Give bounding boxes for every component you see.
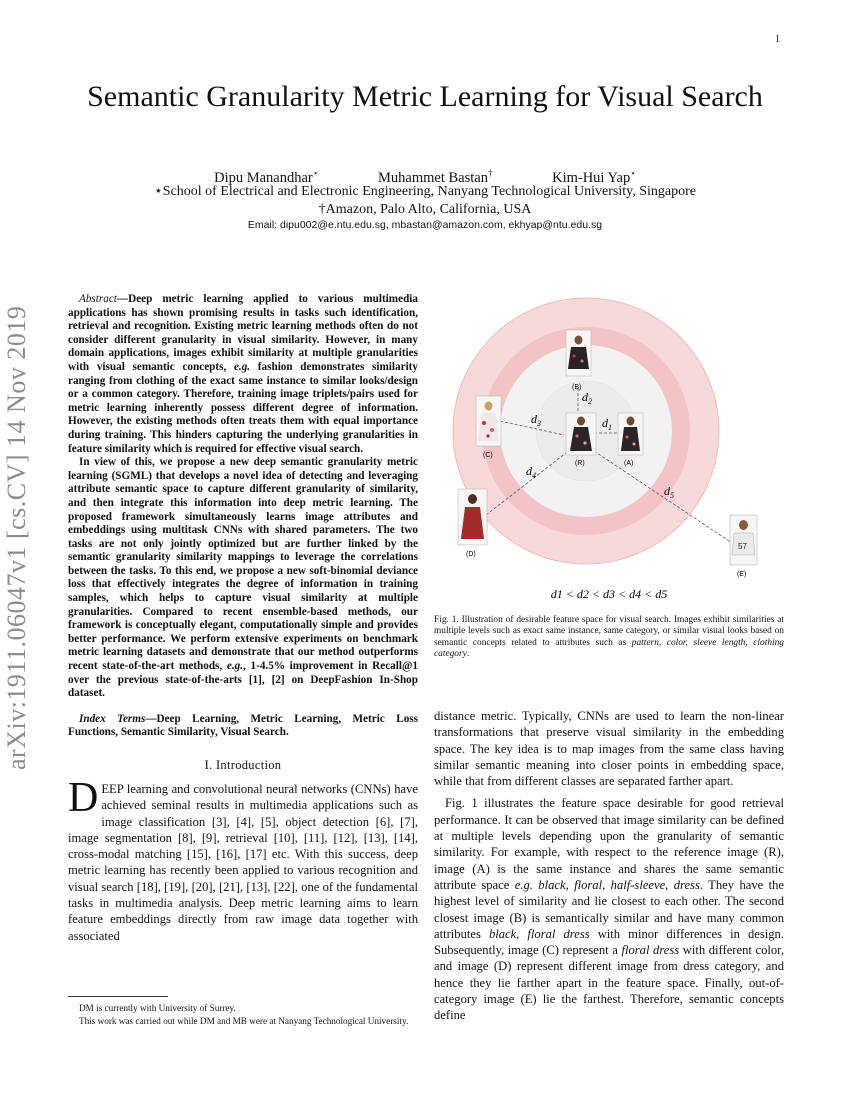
image-e-jersey-number: 57 — [738, 542, 747, 551]
author-name: Kim-Hui Yap — [552, 169, 631, 186]
abstract-text-2: In view of this, we propose a new deep semantic granularity metric learning (SGML) that develops a novel idea of detecting and leveraging attribute semantic space to capture different granularity of similarity, and then integrate this information into deep metric learning. The proposed framework simultaneously learns image attributes and embeddings using multitask CNNs with shared parameters. The two tasks are not only jointly optimized but are further linked by the semantic granularity similarity mappings to leverage the correlations between the tasks. To this end, we propose a new soft-binomial deviance loss that effectively integrates the degree of information in training samples, which helps to capture visual similarity at multiple granularities. Compared to recent ensemble-based methods, our framework is conceptually elegant, computationally simple and provides better performance. We perform extensive experiments on benchmark metric learning datasets and demonstrate that our method outperforms recent state-of-the-art methods, — [68, 456, 418, 673]
right-p2-italic-1: e.g. black, floral, half-sleeve, dress — [514, 877, 700, 892]
image-r-thumbnail — [566, 413, 596, 455]
right-p2-italic-2: black, floral dress — [488, 926, 590, 941]
index-terms-text: —Deep Learning, Metric Learning, Metric Loss Functions, Semantic Similarity, Visual Search. — [68, 712, 418, 739]
abstract-eg: e.g. — [233, 360, 251, 373]
distance-d1: $d_1$ — [602, 416, 612, 432]
intro-text: EEP learning and convolutional neural networks (CNNs) have achieved seminal results in multimedia applications such as image classification [3], [4], [5], object detection [6], [7], image segmentation [8], [9], retrieval [10], [11], [12], [13], [14], cross-modal matching [15], [16], [17] etc. With this success, deep metric learning has recently been applied to various recognition and visual search [18], [19], [20], [21], [13], [22], one of the fundamental tasks in multimedia analysis. Deep metric learning aims to learn feature embeddings directly from raw image data together with associated — [68, 782, 418, 943]
label-r: (R) — [575, 460, 585, 467]
author-mark: ⋆ — [630, 168, 636, 178]
abstract-text-2-rest: , 1-4.5% improvement in Recall@1 over the previous state-of-the-arts [1], [2] on DeepFashion In-Shop dataset. — [68, 660, 418, 700]
affiliation-amazon: †Amazon, Palo Alto, California, USA — [318, 202, 532, 217]
abstract-paragraph-2 — [68, 456, 418, 701]
image-e-thumbnail — [730, 515, 757, 565]
index-terms — [68, 713, 418, 740]
page-number: 1 — [775, 34, 780, 45]
label-b: (B) — [572, 384, 582, 391]
feature-space-diagram — [434, 293, 784, 611]
distance-d4: $d_4$ — [526, 464, 536, 480]
author-mark: ⋆ — [312, 168, 319, 178]
distance-d3: $d_3$ — [531, 412, 541, 428]
author-name: Muhammet Bastan — [378, 169, 488, 186]
label-d: (D) — [466, 551, 476, 558]
image-a-thumbnail — [618, 413, 643, 455]
abstract-label: Abstract — [79, 293, 117, 305]
arxiv-stamp: arXiv:1911.06047v1 [cs.CV] 14 Nov 2019 — [2, 305, 31, 770]
caption-end: . — [466, 649, 470, 660]
distance-d2: $d_2$ — [582, 390, 592, 406]
abstract-eg-2: e.g. — [226, 660, 244, 673]
figure-caption — [434, 615, 784, 661]
image-d-thumbnail — [458, 489, 487, 545]
intro-paragraph — [68, 775, 418, 944]
abstract-text-rest: fashion demonstrates similarity ranging from clothing of the exact same instance to similar looks/design or a common category. Therefore, training image triplets/pairs used for metric learning inherently possess different degree of information. However, the existing methods often treats them with equal importance during training. This hinders capturing the underlying granularities in feature similarity which is required for effective visual search. — [68, 360, 418, 455]
right-p2-c: with minor differences in design. Subsequently, image (C) represent a — [434, 926, 784, 958]
index-terms-label: Index Terms — [79, 712, 146, 725]
distance-d5: $d_5$ — [664, 484, 674, 500]
image-c-thumbnail — [476, 396, 501, 446]
right-column-text — [434, 708, 784, 1024]
label-a: (A) — [624, 460, 634, 467]
caption-text: Illustration of desirable feature space for visual search. Images exhibit similarities at multiple levels such as exact same instance, same category, or similar visual looks based on semantic concepts related to attributes such as — [434, 615, 784, 648]
right-paragraph-2 — [434, 795, 784, 1023]
image-b-thumbnail — [566, 330, 591, 376]
affiliation-ntu: ⋆School of Electrical and Electronic Engineering, Nanyang Technological University, Singapore — [154, 184, 696, 199]
footnote-1: DM is currently with University of Surrey. — [79, 1003, 236, 1013]
footnote-2: This work was carried out while DM and MB were at Nanyang Technological University. — [79, 1016, 409, 1026]
footnote-rule — [68, 996, 168, 997]
distance-relation: d1 < d2 < d3 < d4 < d5 — [550, 587, 668, 601]
abstract-text: —Deep metric learning applied to various multimedia applications has shown promising results in tasks such identification, retrieval and recognition. Existing metric learning methods often do not consider different granularity in visual similarity. However, in many domain applications, images exhibit similarity at multiple granularities with visual semantic concepts, — [68, 293, 418, 373]
label-e: (E) — [737, 571, 747, 578]
caption-label: Fig. 1. — [434, 615, 459, 625]
paper-title: Semantic Granularity Metric Learning for Visual Search — [87, 80, 763, 113]
abstract-paragraph-1 — [68, 293, 418, 456]
email-line: Email: dipu002@e.ntu.edu.sg, mbastan@amazon.com, ekhyap@ntu.edu.sg — [247, 219, 603, 231]
right-p2-d: with different color, and image (D) represent different image from dress category, and hence they lie farther apart in the feature space. Finally, out-of-category image (E) lie the farthest. Therefore, semantic concepts define — [434, 943, 785, 1023]
drop-cap: D — [68, 775, 99, 821]
author-mark: † — [487, 168, 493, 178]
left-column — [68, 293, 418, 944]
figure-1 — [434, 293, 784, 611]
author-name: Dipu Manandhar — [214, 169, 313, 186]
right-paragraph-1: distance metric. Typically, CNNs are used to learn the non-linear transformations that preserve visual similarity in the embedding space. The key idea is to map images from the same class having similar semantic meaning into closer points in embedding space, while that from different classes are separated farther apart. — [434, 709, 784, 789]
label-c: (C) — [483, 452, 493, 459]
caption-italic: pattern, color, sleeve length, clothing category — [434, 637, 784, 660]
section-heading-introduction: I. Introduction — [204, 758, 282, 772]
right-p2-b: . They have the highest level of similarity and lie closest to each other. The second closest image (B) is semantically similar and have many common attributes — [434, 877, 784, 941]
right-p2-a: Fig. 1 illustrates the feature space desirable for good retrieval performance. It can be observed that image similarity can be defined at multiple levels depending upon the granularity of semantic similarity. For example, with respect to the reference image (R), image (A) is the same instance and shares the same semantic attribute space — [434, 796, 784, 892]
right-p2-italic-3: floral dress — [621, 943, 680, 958]
